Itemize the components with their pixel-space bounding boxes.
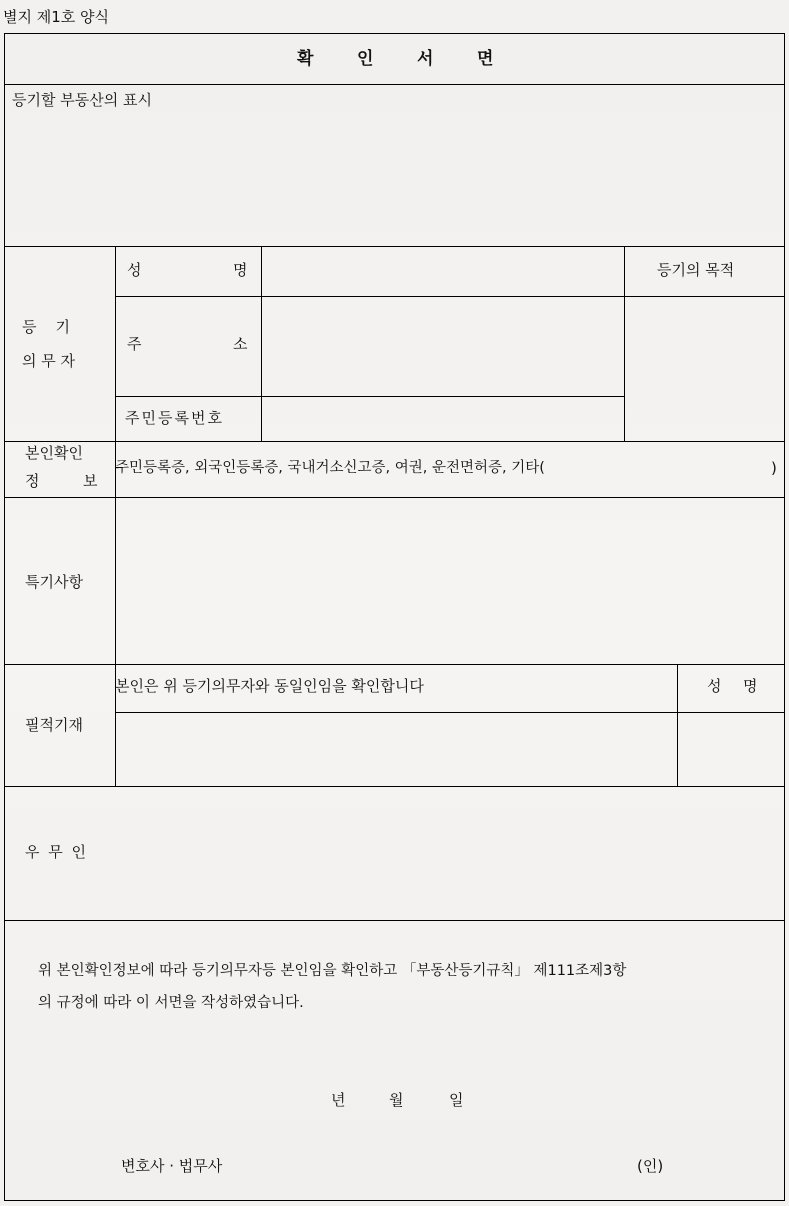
address-label: 소 [233,335,248,353]
divider [624,246,625,441]
divider [677,664,678,786]
confirmation-text: 의 규정에 따라 이 서면을 작성하였습니다. [38,995,304,1011]
date-month-label: 월 [389,1091,404,1109]
form-title-char: 인 [357,49,375,69]
divider [5,246,784,247]
registration-purpose-label: 등기의 목적 [657,261,735,279]
signer-label: 변호사 · 법무사 [121,1157,223,1175]
obligor-label: 등 기 [22,318,71,336]
divider [5,664,784,665]
divider [5,497,784,498]
address-label: 주 [127,335,142,353]
form-title-char: 서 [417,49,435,69]
date-day-label: 일 [449,1091,464,1109]
divider [5,441,784,442]
id-info-label: 보 [83,472,98,490]
divider [115,246,116,786]
signature-label: 명 [743,677,758,695]
confirmation-text: 위 본인확인정보에 따라 등기의무자등 본인임을 확인하고 「부동산등기규칙」 제111조제3항 [38,963,627,979]
date-year-label: 년 [331,1091,346,1109]
divider [261,246,262,441]
form-title-char: 확 [297,49,315,69]
seal-label: (인) [637,1157,664,1175]
divider [624,296,784,297]
form-title-char: 면 [477,49,495,69]
fingerprint-label: 우 무 인 [25,843,87,861]
handwriting-label: 필적기재 [25,716,83,734]
handwriting-statement: 본인은 위 등기의무자와 동일인임을 확인합니다 [115,677,424,695]
name-label: 성 [127,261,142,279]
id-info-label: 본인확인 [25,444,83,462]
confirmation-form [4,33,785,1201]
divider [5,920,784,921]
remarks-label: 특기사항 [25,573,83,591]
property-label: 등기할 부동산의 표시 [12,91,152,109]
obligor-label: 의 무 자 [22,352,76,370]
divider [5,84,784,85]
name-label: 명 [233,261,248,279]
rrn-label: 주민등록번호 [125,409,224,427]
document-form-label: 별지 제1호 양식 [3,8,110,26]
divider [115,712,784,713]
id-type-options: 주민등록증, 외국인등록증, 국내거소신고증, 여권, 운전면허증, 기타( [115,460,545,476]
signature-label: 성 [707,677,722,695]
divider [115,396,624,397]
id-type-close-paren: ) [771,459,777,477]
divider [115,296,624,297]
id-info-label: 정 [25,472,40,490]
divider [5,786,784,787]
